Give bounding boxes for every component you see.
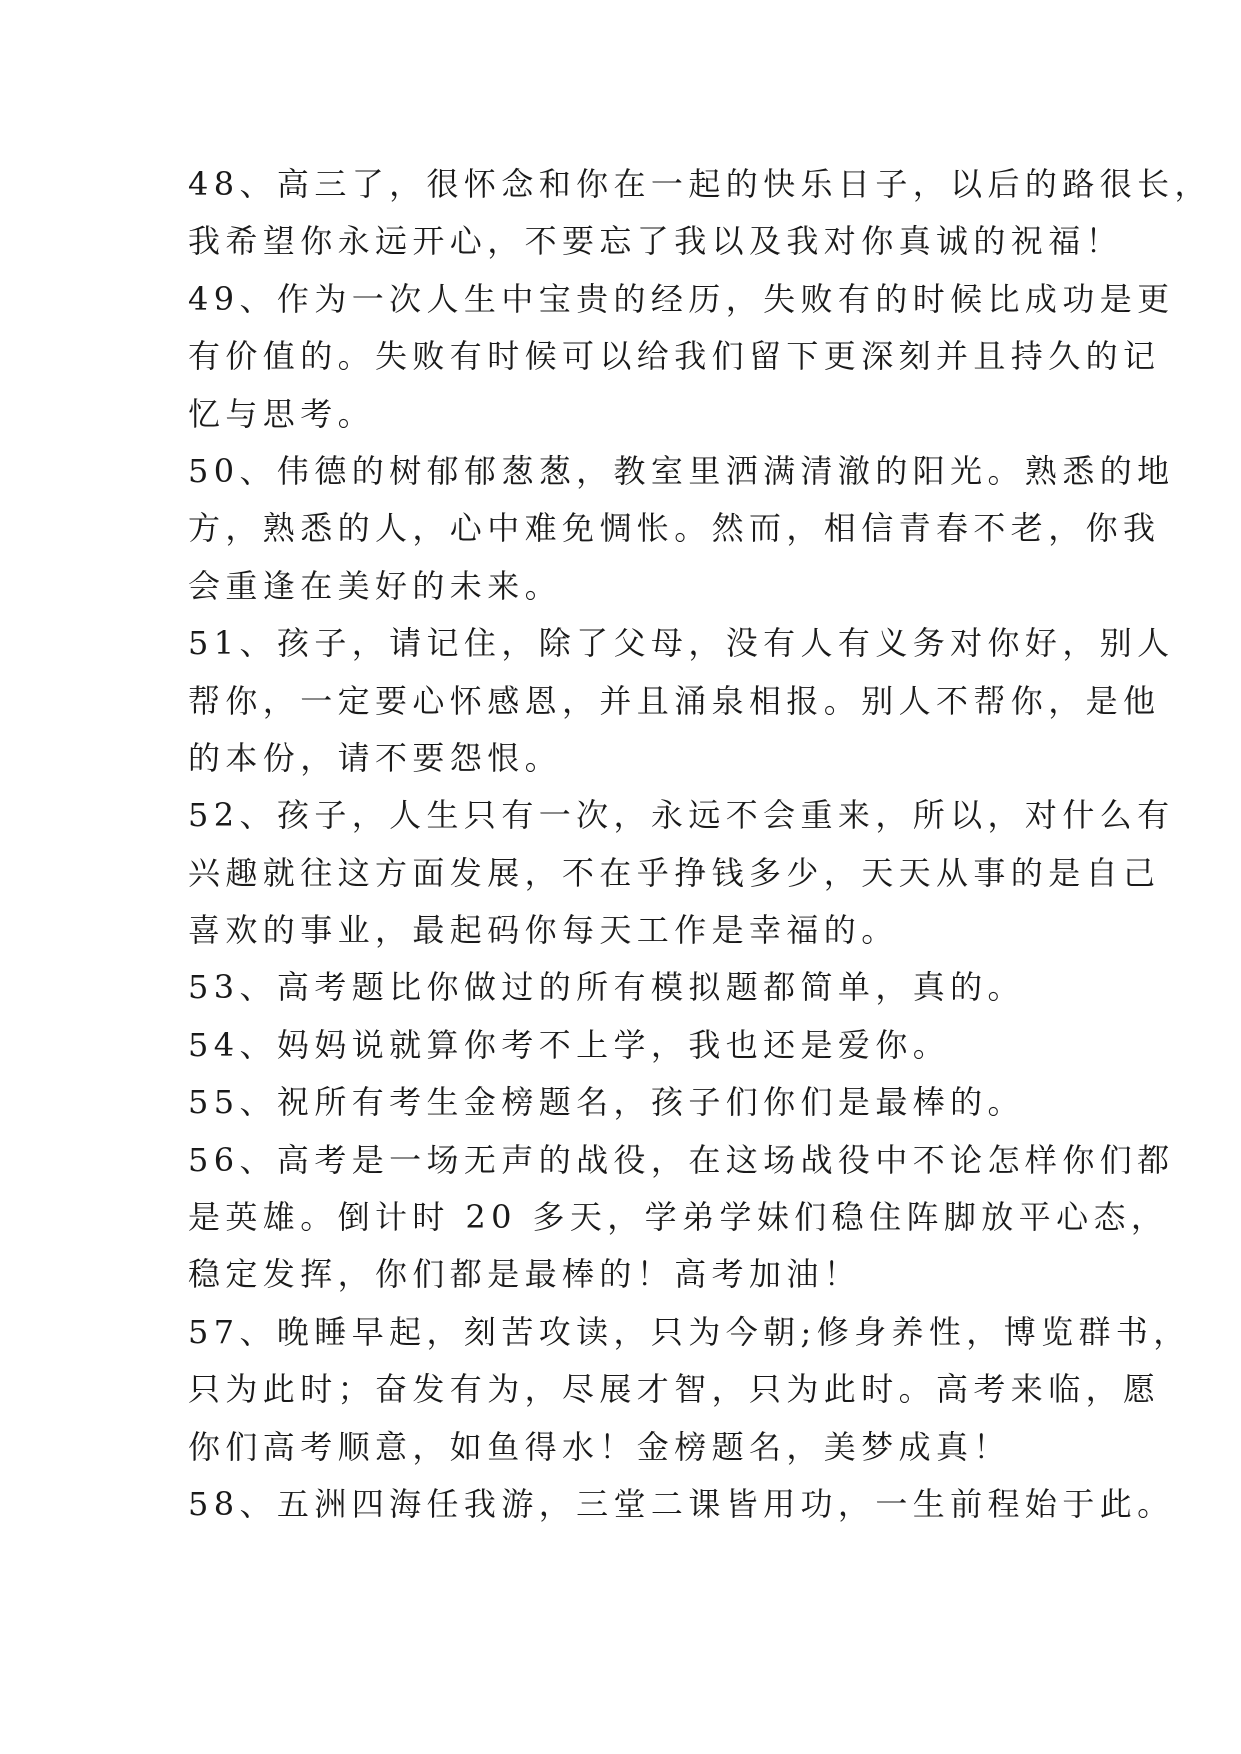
entry-50: [188, 443, 1175, 615]
text-line: 我希望你永远开心，不要忘了我以及我对你真诚的祝福！: [188, 222, 1124, 261]
entry-55: [188, 1074, 1078, 1131]
text-line: 会重逢在美好的未来。: [188, 566, 563, 605]
document-body: [188, 156, 1212, 1533]
text-line: 帮你，一定要心怀感恩，并且涌泉相报。别人不帮你，是他: [188, 681, 1161, 720]
text-line: 51、孩子，请记住，除了父母，没有人有义务对你好，别人: [188, 624, 1175, 663]
entry-56: [188, 1132, 1175, 1304]
entry-49: [188, 271, 1175, 443]
entry-48: [188, 156, 1212, 271]
text-line: 兴趣就往这方面发展，不在乎挣钱多少，天天从事的是自己: [188, 853, 1161, 892]
entry-53: [188, 959, 1078, 1016]
text-line: 55、祝所有考生金榜题名，孩子们你们是最棒的。: [188, 1083, 1025, 1122]
text-line: 你们高考顺意，如鱼得水！金榜题名，美梦成真！: [188, 1427, 1011, 1466]
text-line: 喜欢的事业，最起码你每天工作是幸福的。: [188, 911, 899, 950]
text-line: 56、高考是一场无声的战役，在这场战役中不论怎样你们都: [188, 1140, 1175, 1179]
text-line: 57、晚睡早起，刻苦攻读，只为今朝;修身养性，博览群书，: [188, 1312, 1191, 1351]
text-line: 52、孩子，人生只有一次，永远不会重来，所以，对什么有: [188, 796, 1175, 835]
entry-51: [188, 615, 1175, 787]
text-line: 58、五洲四海任我游，三堂二课皆用功，一生前程始于此。: [188, 1484, 1175, 1523]
text-line: 方，熟悉的人，心中难免惆怅。然而，相信青春不老，你我: [188, 509, 1161, 548]
entry-54: [188, 1017, 1078, 1074]
text-line: 是英雄。倒计时 20 多天，学弟学妹们稳住阵脚放平心态，: [188, 1198, 1169, 1237]
text-line: 49、作为一次人生中宝贵的经历，失败有的时候比成功是更: [188, 279, 1175, 318]
text-line: 稳定发挥，你们都是最棒的！高考加油！: [188, 1255, 862, 1294]
text-line: 的本份，请不要怨恨。: [188, 738, 563, 777]
text-line: 48、高三了，很怀念和你在一起的快乐日子，以后的路很长，: [188, 165, 1212, 203]
text-line: 只为此时；奋发有为，尽展才智，只为此时。高考来临，愿: [188, 1370, 1161, 1409]
entry-52: [188, 787, 1175, 959]
entry-58: [188, 1476, 1175, 1533]
text-line: 有价值的。失败有时候可以给我们留下更深刻并且持久的记: [188, 337, 1161, 376]
text-line: 50、伟德的树郁郁葱葱，教室里洒满清澈的阳光。熟悉的地: [188, 451, 1175, 490]
text-line: 忆与思考。: [188, 394, 376, 433]
entry-57: [188, 1304, 1191, 1476]
text-line: 54、妈妈说就算你考不上学，我也还是爱你。: [188, 1025, 951, 1064]
text-line: 53、高考题比你做过的所有模拟题都简单，真的。: [188, 968, 1025, 1007]
